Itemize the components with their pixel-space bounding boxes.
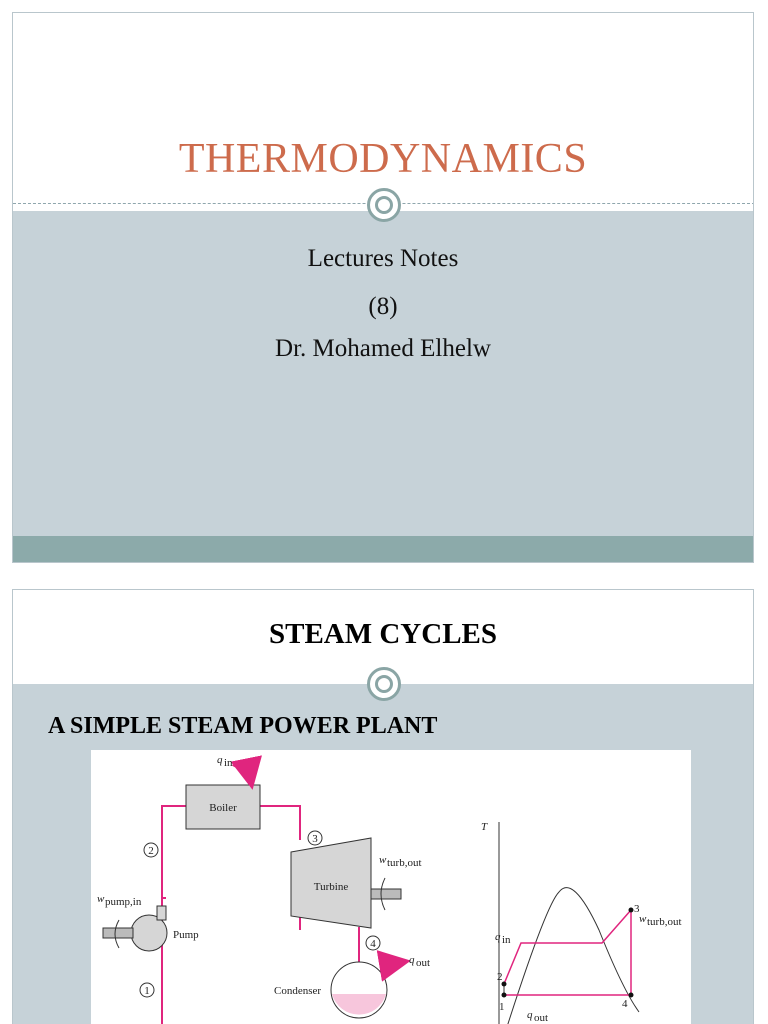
ts-w-turb-symbol: w (639, 913, 647, 925)
saturation-dome (506, 888, 639, 1024)
pump-shaft (103, 928, 133, 938)
state-label: 4 (370, 938, 376, 950)
boiler-label: Boiler (209, 802, 237, 814)
slide-title: STEAM CYCLES (268, 618, 498, 650)
subtitle-line-1: Lectures Notes (307, 245, 459, 272)
condenser-label: Condenser (274, 985, 322, 997)
ts-heat-addition-line (504, 910, 631, 984)
w-turb-symbol: w (379, 854, 387, 866)
turbine-shaft (371, 889, 401, 899)
ts-q-in-symbol: q (495, 931, 501, 943)
state-label: 3 (312, 833, 318, 845)
q-out-symbol: q (409, 954, 415, 966)
q-in-subscript: in (224, 757, 233, 769)
ts-axis-label: T (481, 821, 488, 833)
ts-state-label: 2 (497, 971, 503, 983)
flow-line (260, 806, 300, 840)
subtitle-line-2: (8) (368, 293, 398, 320)
ts-q-out-subscript: out (534, 1012, 549, 1024)
circle-ornament-icon (367, 188, 401, 222)
condensate-fill (332, 994, 386, 1015)
w-pump-symbol: w (97, 893, 105, 905)
state-point (502, 993, 507, 998)
title-slide (12, 12, 754, 563)
state-point (629, 908, 634, 913)
ts-q-out-symbol: q (527, 1009, 533, 1021)
state-label: 1 (144, 985, 150, 997)
state-label: 2 (148, 845, 154, 857)
slide-title: THERMODYNAMICS (178, 136, 588, 182)
pump-outlet (157, 906, 166, 920)
ts-w-turb-subscript: turb,out (647, 916, 682, 928)
state-point (629, 993, 634, 998)
steam-power-plant-figure (91, 750, 691, 1024)
pump-label: Pump (173, 929, 199, 941)
ts-state-label: 1 (499, 1001, 505, 1013)
author-line: Dr. Mohamed Elhelw (275, 335, 491, 362)
q-out-subscript: out (416, 957, 431, 969)
ts-state-label: 3 (634, 903, 640, 915)
q-in-symbol: q (217, 754, 223, 766)
w-pump-subscript: pump,in (105, 896, 142, 908)
heat-in-arrow-icon (233, 764, 251, 782)
ts-q-in-subscript: in (502, 934, 511, 946)
ts-state-label: 4 (622, 998, 628, 1010)
w-turb-subscript: turb,out (387, 857, 422, 869)
heat-out-arrow-icon (381, 962, 403, 972)
slide-footer-bar (13, 536, 754, 562)
circle-ornament-icon (367, 667, 401, 701)
rankine-cycle-diagram (91, 750, 691, 1024)
content-slide (12, 589, 754, 1024)
turbine-label: Turbine (313, 881, 349, 893)
section-heading: A SIMPLE STEAM POWER PLANT (48, 713, 438, 739)
